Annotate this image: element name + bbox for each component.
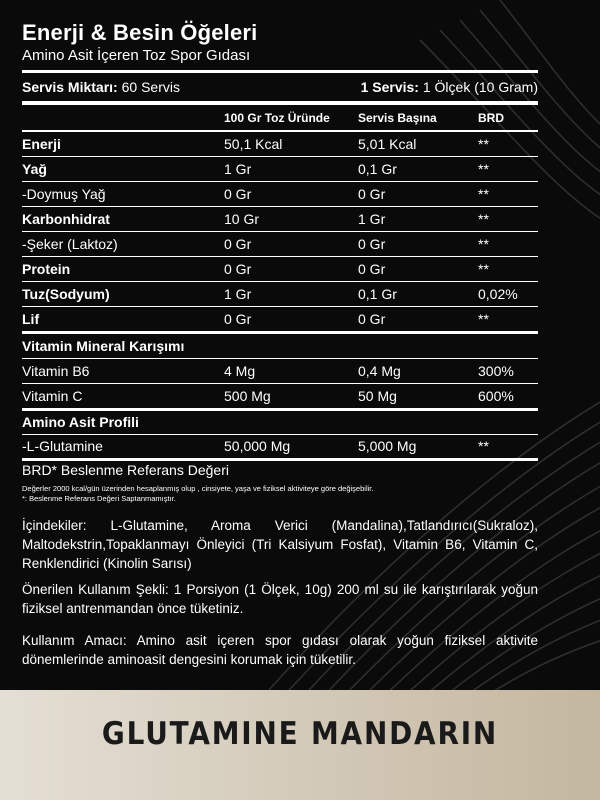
per100-value: 0 Gr — [224, 186, 252, 202]
brd-value: ** — [478, 186, 489, 202]
serving-size-value: 1 Ölçek (10 Gram) — [422, 79, 538, 95]
amino-section-header — [22, 410, 538, 435]
nutrient-name: Enerji — [22, 136, 61, 152]
nutrient-name: -Şeker (Laktoz) — [22, 236, 118, 252]
table-row — [22, 257, 538, 282]
per100-value: 1 Gr — [224, 286, 252, 302]
per100-value: 50,000 Mg — [224, 438, 291, 454]
brd-value: ** — [478, 161, 489, 177]
nutrient-name: Tuz(Sodyum) — [22, 286, 110, 302]
per-serving-value: 0 Gr — [358, 236, 386, 252]
brd-footnote: BRD* Beslenme Referans Değeri — [22, 462, 229, 478]
table-row — [22, 132, 538, 157]
servings-count — [22, 79, 180, 95]
brd-value: 300% — [478, 363, 514, 379]
per100-value: 0 Gr — [224, 311, 252, 327]
nutrient-name: Vitamin B6 — [22, 363, 90, 379]
table-header — [22, 101, 538, 132]
per-serving-value: 0,4 Mg — [358, 363, 401, 379]
per-serving-value: 0 Gr — [358, 261, 386, 277]
column-header-brd: BRD — [478, 111, 504, 125]
product-name: GLUTAMINE MANDARIN — [101, 716, 499, 752]
per100-value: 0 Gr — [224, 236, 252, 252]
brd-value: ** — [478, 438, 489, 454]
brd-value: ** — [478, 211, 489, 227]
brd-value: ** — [478, 261, 489, 277]
brd-value: 0,02% — [478, 286, 518, 302]
table-row — [22, 157, 538, 182]
table-row — [22, 282, 538, 307]
per-serving-value: 0,1 Gr — [358, 286, 397, 302]
per-serving-value: 0,1 Gr — [358, 161, 397, 177]
per100-value: 0 Gr — [224, 261, 252, 277]
table-row — [22, 359, 538, 384]
per100-value: 50,1 Kcal — [224, 136, 283, 152]
nutrient-name: -Doymuş Yağ — [22, 186, 106, 202]
column-header-per-serving: Servis Başına — [358, 111, 437, 125]
table-row — [22, 307, 538, 334]
usage-text: Önerilen Kullanım Şekli: 1 Porsiyon (1 Ölçek, 10g) 200 ml su ile karıştırılarak yoğun fiziksel antrenmandan önce tüketiniz. — [22, 582, 538, 616]
per-serving-value: 1 Gr — [358, 211, 386, 227]
per100-value: 4 Mg — [224, 363, 256, 379]
nutrient-name: Protein — [22, 261, 71, 277]
per100-value: 500 Mg — [224, 388, 271, 404]
serving-size-label: 1 Servis: — [360, 79, 419, 95]
purpose-text: Kullanım Amacı: Amino asit içeren spor gıdası olarak yoğun fiziksel aktivite dönemlerinde aminoasit dengesini korumak için tüketilir. — [22, 633, 538, 667]
per100-value: 1 Gr — [224, 161, 252, 177]
brd-not-set-note: *: Beslenme Referans Değeri Saptanmamıştır. — [22, 494, 176, 503]
column-header-per100: 100 Gr Toz Üründe — [224, 111, 330, 125]
brd-value: 600% — [478, 388, 514, 404]
nutrient-name: -L-Glutamine — [22, 438, 103, 454]
per-serving-value: 5,01 Kcal — [358, 136, 417, 152]
table-row — [22, 384, 538, 411]
nutrient-name: Lif — [22, 311, 40, 327]
page-subtitle: Amino Asit İçeren Toz Spor Gıdası — [22, 47, 251, 64]
amino-section-title: Amino Asit Profili — [22, 414, 139, 430]
table-row — [22, 182, 538, 207]
brd-value: ** — [478, 311, 489, 327]
table-row — [22, 232, 538, 257]
brd-value: ** — [478, 236, 489, 252]
per100-value: 10 Gr — [224, 211, 260, 227]
product-banner — [0, 690, 600, 800]
per-serving-value: 0 Gr — [358, 311, 386, 327]
per-serving-value: 50 Mg — [358, 388, 397, 404]
serving-info-row — [22, 70, 538, 105]
nutrient-name: Yağ — [22, 161, 47, 177]
nutrient-name: Karbonhidrat — [22, 211, 110, 227]
per-serving-value: 5,000 Mg — [358, 438, 417, 454]
servings-label: Servis Miktarı: — [22, 79, 118, 95]
serving-size — [361, 79, 538, 95]
table-row — [22, 434, 538, 461]
vitamin-section-title: Vitamin Mineral Karışımı — [22, 338, 185, 354]
servings-value: 60 Servis — [121, 79, 180, 95]
brd-value: ** — [478, 136, 489, 152]
nutrient-name: Vitamin C — [22, 388, 83, 404]
table-row — [22, 207, 538, 232]
reference-note: Değerler 2000 kcal/gün üzerinden hesaplanmış olup , cinsiyete, yaşa ve fiziksel aktiviteye göre değişebilir. — [22, 484, 374, 493]
ingredients-text: İçindekiler: L-Glutamine, Aroma Verici (Mandalina),Tatlandırıcı(Sukraloz), Maltodekstrin,Topaklanmayı Önleyici (Tri Kalsiyum Fosfat), Vitamin B6, Vitamin C, Renklendirici (Kinolin Sarısı) — [22, 518, 538, 571]
vitamin-section-header — [22, 334, 538, 359]
page-title: Enerji & Besin Öğeleri — [22, 20, 258, 45]
per-serving-value: 0 Gr — [358, 186, 386, 202]
